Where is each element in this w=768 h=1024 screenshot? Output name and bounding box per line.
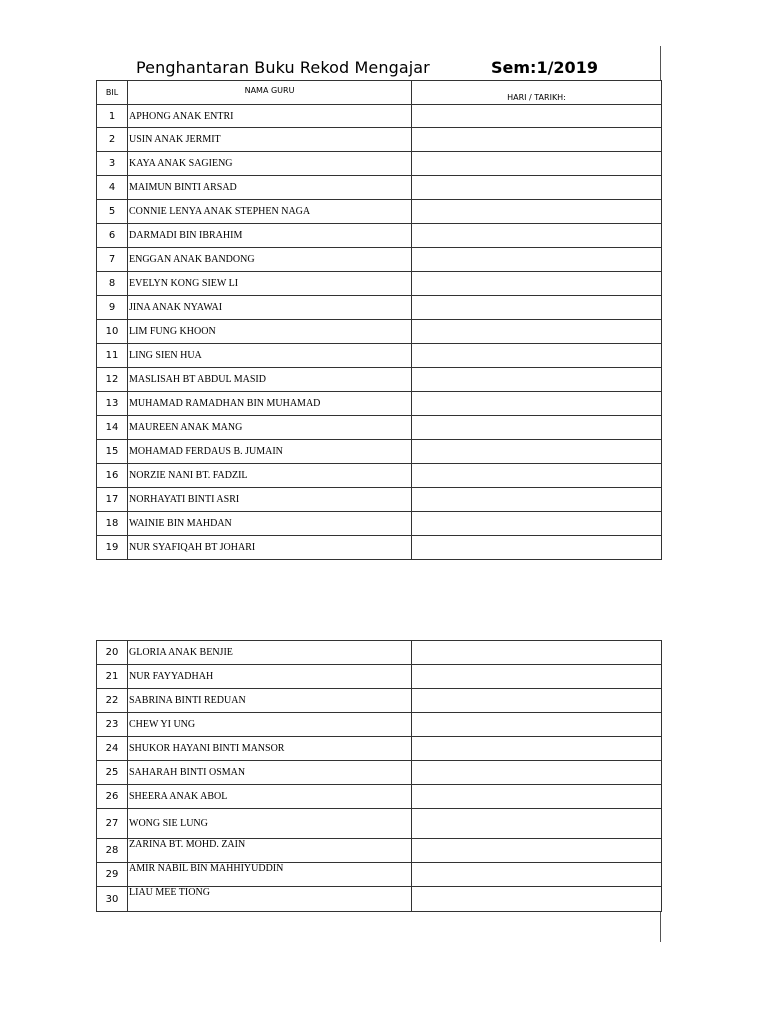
- table-row: [97, 368, 662, 392]
- row-number: 29: [97, 863, 128, 887]
- teacher-name: SHEERA ANAK ABOL: [128, 785, 412, 809]
- date-cell[interactable]: [412, 665, 662, 689]
- date-cell[interactable]: [412, 320, 662, 344]
- semester-label: Sem:1/2019: [491, 58, 598, 77]
- table-row: [97, 713, 662, 737]
- row-number: 3: [97, 152, 128, 176]
- date-cell[interactable]: [412, 128, 662, 152]
- row-number: 2: [97, 128, 128, 152]
- date-cell[interactable]: [412, 713, 662, 737]
- teacher-name: LIM FUNG KHOON: [128, 320, 412, 344]
- date-cell[interactable]: [412, 416, 662, 440]
- table-row: [97, 809, 662, 839]
- table-row: [97, 320, 662, 344]
- date-cell[interactable]: [412, 200, 662, 224]
- page-edge-line-bottom: [660, 912, 661, 942]
- date-cell[interactable]: [412, 809, 662, 839]
- teacher-name: ENGGAN ANAK BANDONG: [128, 248, 412, 272]
- row-number: 23: [97, 713, 128, 737]
- teacher-name: MOHAMAD FERDAUS B. JUMAIN: [128, 440, 412, 464]
- row-number: 6: [97, 224, 128, 248]
- teacher-name: LIAU MEE TIONG: [128, 887, 412, 912]
- row-number: 8: [97, 272, 128, 296]
- row-number: 7: [97, 248, 128, 272]
- row-number: 10: [97, 320, 128, 344]
- teacher-name: MAIMUN BINTI ARSAD: [128, 176, 412, 200]
- date-cell[interactable]: [412, 176, 662, 200]
- column-header-bil: BIL: [97, 81, 128, 105]
- row-number: 19: [97, 536, 128, 560]
- teacher-name: SABRINA BINTI REDUAN: [128, 689, 412, 713]
- teacher-name: LING SIEN HUA: [128, 344, 412, 368]
- row-number: 22: [97, 689, 128, 713]
- teacher-name: JINA ANAK NYAWAI: [128, 296, 412, 320]
- row-number: 11: [97, 344, 128, 368]
- teacher-name: WONG SIE LUNG: [128, 809, 412, 839]
- date-cell[interactable]: [412, 641, 662, 665]
- row-number: 5: [97, 200, 128, 224]
- column-header-hari-tarikh: HARI / TARIKH:: [412, 81, 662, 105]
- table-row: [97, 344, 662, 368]
- row-number: 1: [97, 105, 128, 128]
- date-cell[interactable]: [412, 440, 662, 464]
- row-number: 18: [97, 512, 128, 536]
- date-cell[interactable]: [412, 152, 662, 176]
- table-row: [97, 863, 662, 887]
- teacher-name: MUHAMAD RAMADHAN BIN MUHAMAD: [128, 392, 412, 416]
- teacher-name: AMIR NABIL BIN MAHHIYUDDIN: [128, 863, 412, 887]
- date-cell[interactable]: [412, 737, 662, 761]
- date-cell[interactable]: [412, 863, 662, 887]
- row-number: 4: [97, 176, 128, 200]
- table-row: [97, 887, 662, 912]
- teacher-name: CONNIE LENYA ANAK STEPHEN NAGA: [128, 200, 412, 224]
- teacher-name: USIN ANAK JERMIT: [128, 128, 412, 152]
- row-number: 25: [97, 761, 128, 785]
- date-cell[interactable]: [412, 488, 662, 512]
- date-cell[interactable]: [412, 344, 662, 368]
- table-row: [97, 536, 662, 560]
- row-number: 14: [97, 416, 128, 440]
- date-cell[interactable]: [412, 464, 662, 488]
- teacher-name: MAUREEN ANAK MANG: [128, 416, 412, 440]
- date-cell[interactable]: [412, 296, 662, 320]
- table-row: [97, 761, 662, 785]
- date-cell[interactable]: [412, 887, 662, 912]
- teacher-name: GLORIA ANAK BENJIE: [128, 641, 412, 665]
- table-row: [97, 440, 662, 464]
- row-number: 26: [97, 785, 128, 809]
- teacher-name: NUR FAYYADHAH: [128, 665, 412, 689]
- row-number: 28: [97, 839, 128, 863]
- date-cell[interactable]: [412, 392, 662, 416]
- row-number: 30: [97, 887, 128, 912]
- table-row: [97, 224, 662, 248]
- table-row: [97, 128, 662, 152]
- teacher-name: NORZIE NANI BT. FADZIL: [128, 464, 412, 488]
- date-cell[interactable]: [412, 368, 662, 392]
- date-cell[interactable]: [412, 224, 662, 248]
- document-title: Penghantaran Buku Rekod Mengajar: [136, 58, 430, 77]
- date-cell[interactable]: [412, 512, 662, 536]
- table-row: [97, 737, 662, 761]
- teacher-name: NORHAYATI BINTI ASRI: [128, 488, 412, 512]
- row-number: 9: [97, 296, 128, 320]
- table-row: [97, 785, 662, 809]
- row-number: 17: [97, 488, 128, 512]
- date-cell[interactable]: [412, 105, 662, 128]
- table-row: [97, 464, 662, 488]
- column-header-nama-guru: NAMA GURU: [128, 81, 412, 105]
- table-row: [97, 488, 662, 512]
- table-row: [97, 512, 662, 536]
- row-number: 13: [97, 392, 128, 416]
- table-row: [97, 200, 662, 224]
- row-number: 27: [97, 809, 128, 839]
- teacher-name: SAHARAH BINTI OSMAN: [128, 761, 412, 785]
- date-cell[interactable]: [412, 689, 662, 713]
- table-row: [97, 152, 662, 176]
- row-number: 12: [97, 368, 128, 392]
- date-cell[interactable]: [412, 272, 662, 296]
- page-edge-line-top: [660, 46, 661, 80]
- table-row: [97, 296, 662, 320]
- teacher-table-part1: [96, 80, 662, 560]
- teacher-name: MASLISAH BT ABDUL MASID: [128, 368, 412, 392]
- table-header-row: [97, 81, 662, 105]
- table-row: [97, 105, 662, 128]
- teacher-name: KAYA ANAK SAGIENG: [128, 152, 412, 176]
- teacher-name: SHUKOR HAYANI BINTI MANSOR: [128, 737, 412, 761]
- table-row: [97, 248, 662, 272]
- teacher-name: APHONG ANAK ENTRI: [128, 105, 412, 128]
- table-row: [97, 641, 662, 665]
- row-number: 21: [97, 665, 128, 689]
- table-row: [97, 272, 662, 296]
- teacher-name: EVELYN KONG SIEW LI: [128, 272, 412, 296]
- date-cell[interactable]: [412, 248, 662, 272]
- teacher-name: NUR SYAFIQAH BT JOHARI: [128, 536, 412, 560]
- table-row: [97, 416, 662, 440]
- row-number: 16: [97, 464, 128, 488]
- teacher-table-part2: [96, 640, 662, 912]
- row-number: 20: [97, 641, 128, 665]
- row-number: 15: [97, 440, 128, 464]
- date-cell[interactable]: [412, 785, 662, 809]
- date-cell[interactable]: [412, 536, 662, 560]
- teacher-name: WAINIE BIN MAHDAN: [128, 512, 412, 536]
- table-row: [97, 392, 662, 416]
- teacher-name: ZARINA BT. MOHD. ZAIN: [128, 839, 412, 863]
- date-cell[interactable]: [412, 839, 662, 863]
- row-number: 24: [97, 737, 128, 761]
- date-cell[interactable]: [412, 761, 662, 785]
- table-row: [97, 665, 662, 689]
- teacher-name: CHEW YI UNG: [128, 713, 412, 737]
- table-row: [97, 176, 662, 200]
- table-row: [97, 839, 662, 863]
- teacher-name: DARMADI BIN IBRAHIM: [128, 224, 412, 248]
- table-row: [97, 689, 662, 713]
